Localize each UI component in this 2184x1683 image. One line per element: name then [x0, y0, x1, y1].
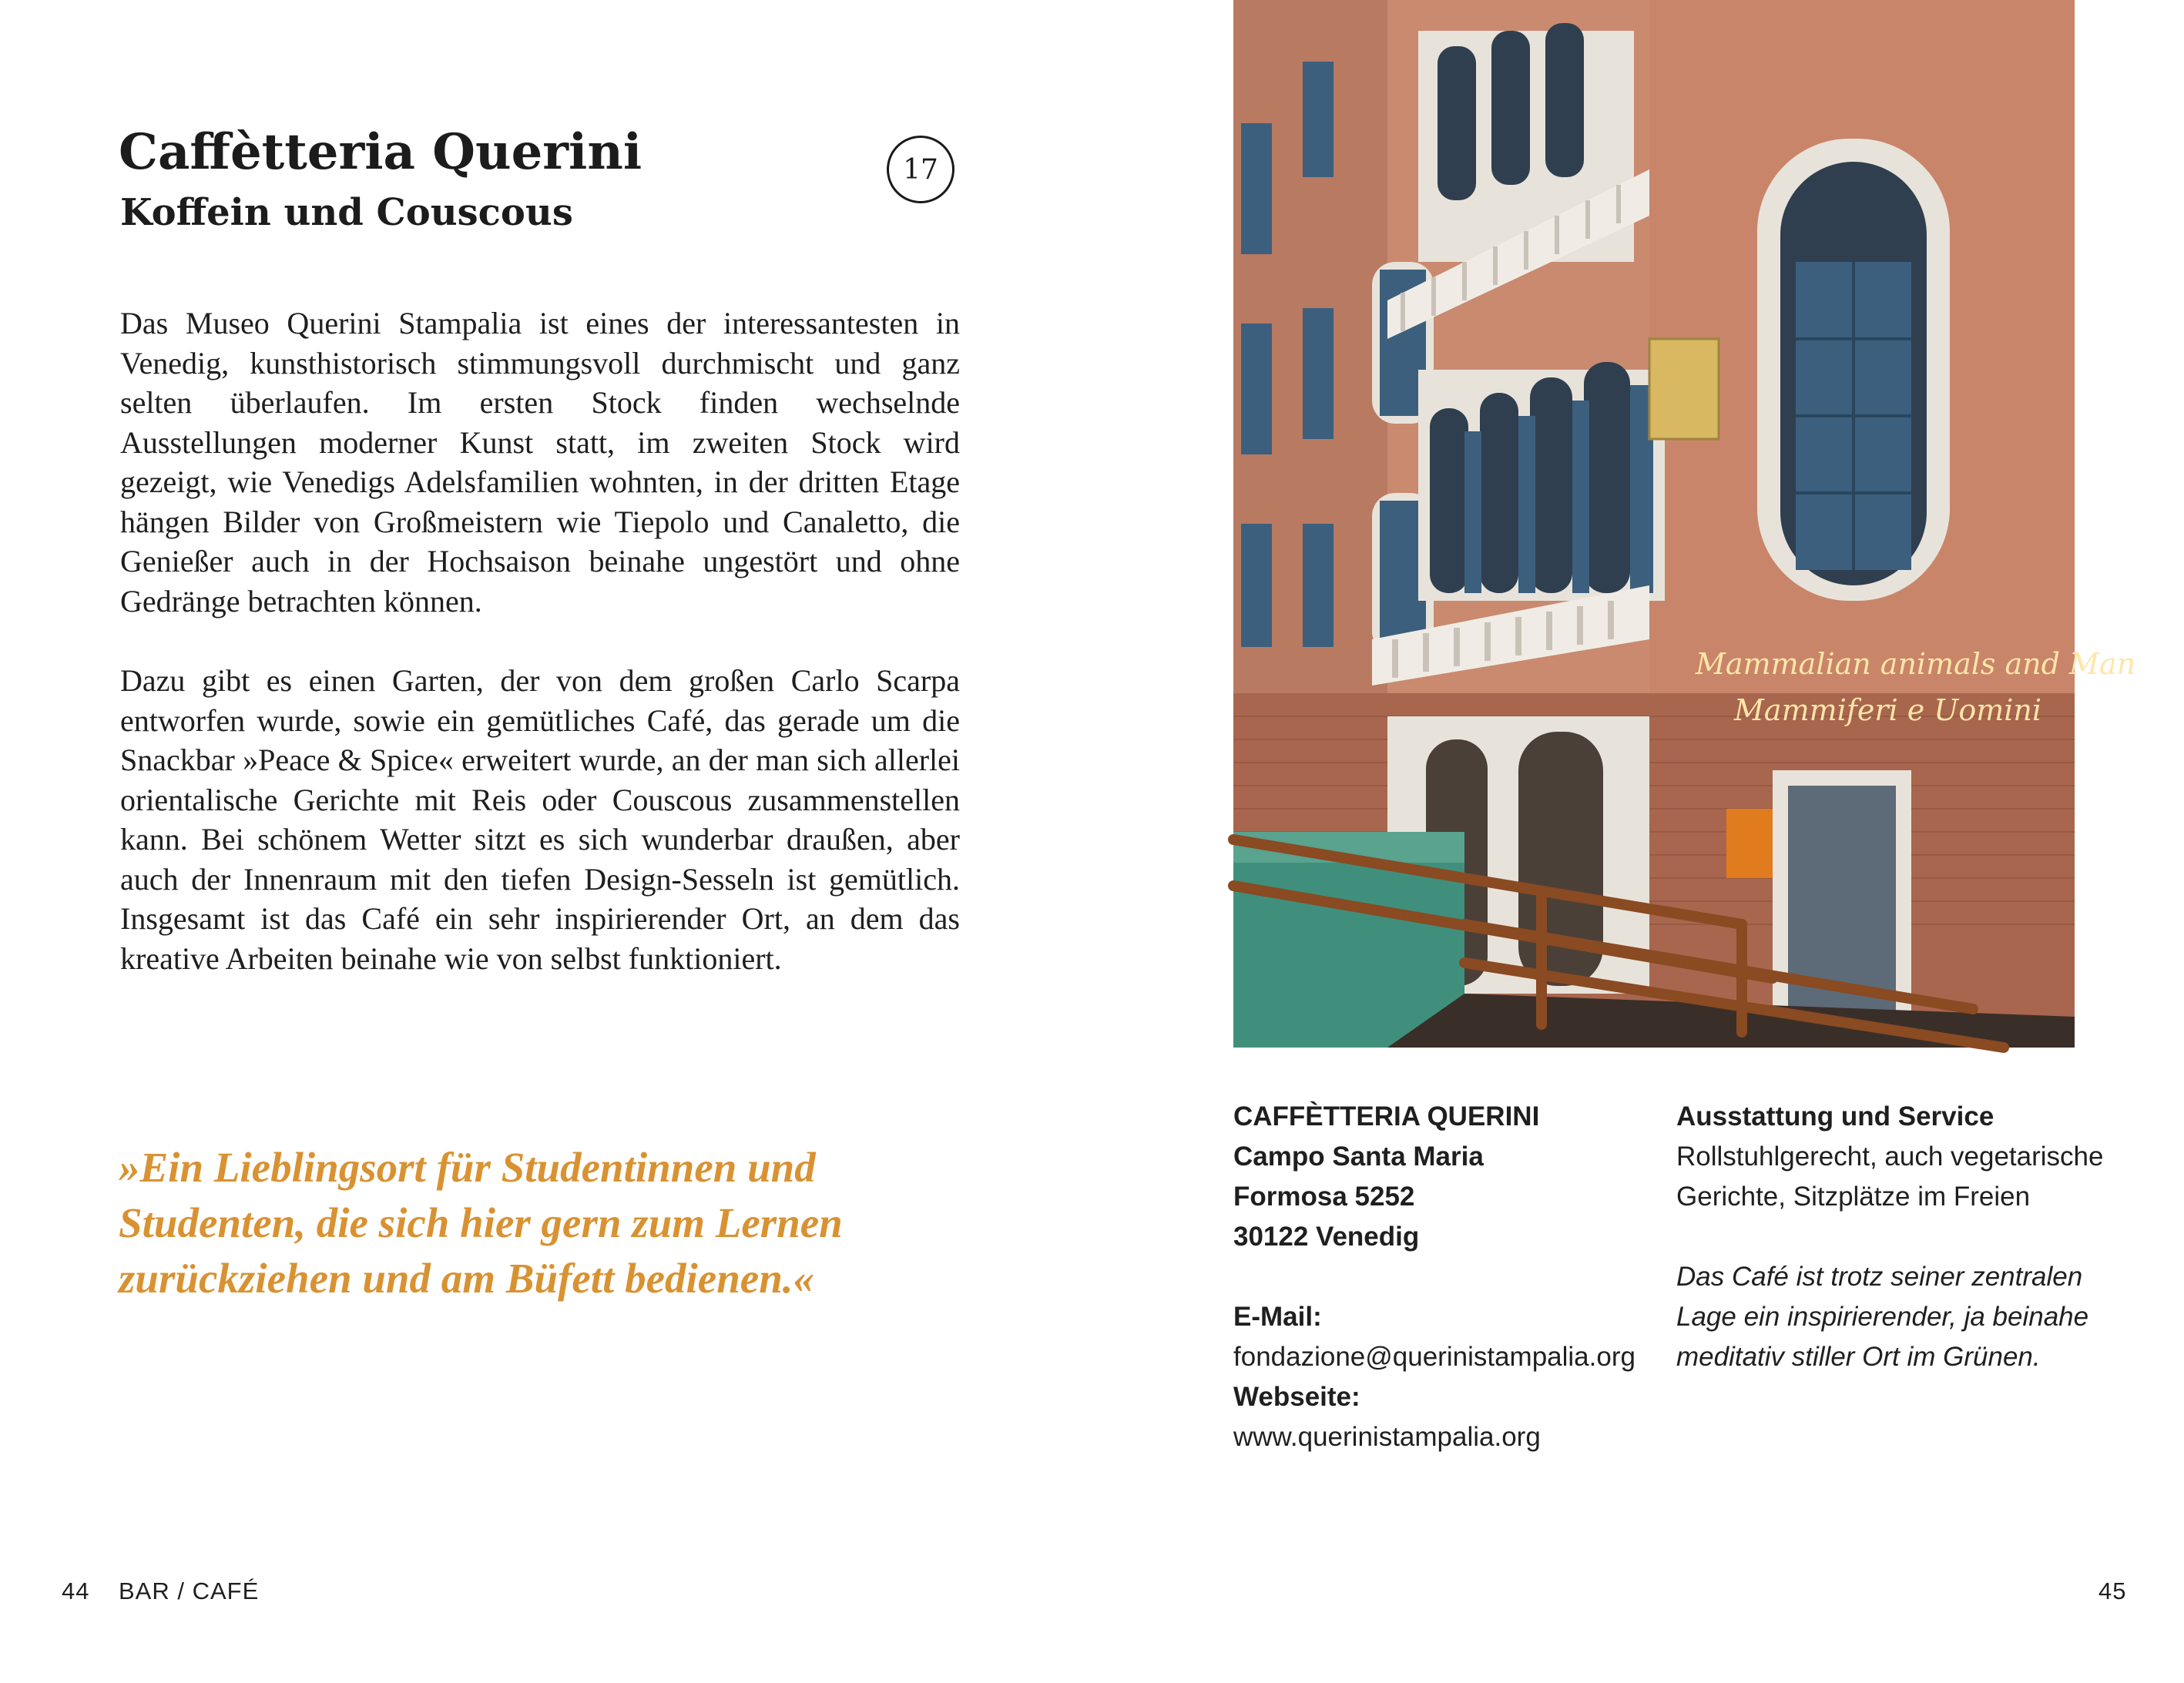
body-paragraph-1: Das Museo Querini Stampalia ist eines der interessantesten in Venedig, kunsthistorisch stimmungsvoll durchmischt und ganz selten überlaufen. Im ersten Stock finden wechselnde Ausstellungen moderner Kunst statt, im zweiten Stock wird gezeigt, wie Venedigs Adelsfamilien wohnten, in der dritten Etage hängen Bilder von Großmeistern wie Tiepolo und Canaletto, die Genießer auch in der Hochsaison beinahe ungestört und ohne Gedränge betrachten können. [120, 306, 960, 619]
website-label: Webseite: [1233, 1382, 1360, 1412]
page-subtitle: Koffein und Couscous [120, 191, 573, 234]
features-text: Rollstuhlgerecht, auch vegetarische Gerichte, Sitzplätze im Freien [1676, 1142, 2104, 1212]
building-photo [1233, 0, 2136, 1048]
address-column [1233, 1097, 1665, 1457]
email-label: E-Mail: [1233, 1302, 1322, 1332]
note-text: Das Café ist trotz seiner zentralen Lage ein inspirierender, ja beinahe meditativ stiller Ort im Grünen. [1676, 1262, 2089, 1372]
left-page-number: 44 [62, 1577, 90, 1604]
entry-number-badge: 17 [887, 136, 954, 203]
address-line-3: 30122 Venedig [1233, 1222, 1420, 1252]
page-title: Caffètteria Querini [119, 123, 642, 181]
neon-sign-line-1: Mammalian animals and Man [1696, 647, 2136, 681]
venue-name: CAFFÈTTERIA QUERINI [1233, 1101, 1540, 1131]
website-value: www.querinistampalia.org [1233, 1422, 1541, 1452]
spacer [1676, 1217, 2169, 1257]
body-paragraph-2: Dazu gibt es einen Garten, der von dem großen Carlo Scarpa entworfen wurde, sowie ein gemütliches Café, das gerade um die Snackbar »Peace & Spice« erweitert wurde, an der man sich allerlei orientalische Gerichte mit Reis oder Couscous zusammenstellen kann. Bei schönem Wetter sitzt es sich wunderbar draußen, aber auch der Innenraum mit den tiefen Design-Sesseln ist gemütlich. Insgesamt ist das Café ein sehr inspirierender Ort, an dem das kreative Arbeiten beinahe wie von selbst funktioniert. [120, 663, 960, 976]
address-line-1: Campo Santa Maria [1233, 1142, 1484, 1172]
section-label: BAR / CAFÉ [119, 1577, 260, 1604]
spacer [1233, 1257, 1665, 1297]
pull-quote: »Ein Lieblingsort für Studentinnen und Studenten, die sich hier gern zum Lernen zurückziehen und am Büfett bedienen.« [119, 1144, 843, 1302]
address-line-2: Formosa 5252 [1233, 1182, 1415, 1212]
neon-sign-line-2: Mammiferi e Uomini [1734, 693, 2042, 727]
right-page-number: 45 [2098, 1577, 2127, 1604]
features-heading: Ausstattung und Service [1676, 1101, 1994, 1131]
features-column [1676, 1097, 2169, 1377]
email-value: fondazione@querinistampalia.org [1233, 1342, 1635, 1372]
